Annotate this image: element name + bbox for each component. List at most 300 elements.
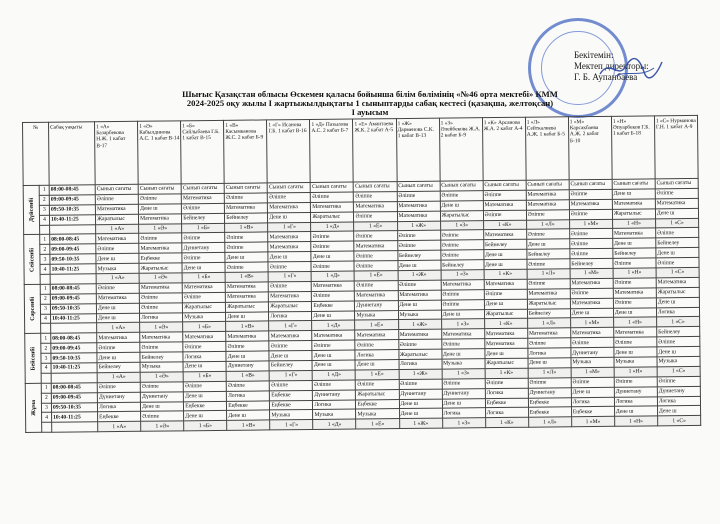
subject-cell: Әліппе	[354, 251, 397, 261]
class-label: 1 «Ә»	[141, 421, 184, 431]
day-name-cell	[23, 185, 40, 235]
subject-cell: Әліппе	[354, 261, 397, 271]
subject-cell: Әліппе	[270, 380, 313, 390]
class-label: 1 «Н»	[613, 317, 656, 327]
class-label: 1 «К»	[483, 220, 526, 230]
subject-cell: Еңбекке	[270, 390, 313, 400]
subject-cell: Математика	[269, 291, 312, 301]
class-label: 1 «Д»	[313, 419, 356, 429]
subject-cell: Математика	[355, 330, 398, 340]
subject-cell: Математика	[614, 327, 657, 337]
class-label: 1 «А»	[97, 323, 140, 333]
lesson-time: 08:00-08:45	[51, 333, 97, 343]
subject-cell: Математика	[483, 200, 526, 210]
header-class: 1 «Б» Сайлыбаева Г.Б. 1 кабат В-15	[181, 120, 225, 183]
subject-cell: Әліппе	[398, 280, 441, 290]
subject-cell: Жаратылыс	[656, 287, 699, 297]
subject-cell: Әліппе	[225, 232, 268, 242]
subject-cell: Музыка	[140, 362, 183, 372]
class-label: 1 «Ә»	[140, 372, 183, 382]
subject-cell: Математика	[397, 201, 440, 211]
class-label-blank	[51, 323, 97, 333]
subject-cell: Жаратылыс	[612, 209, 655, 219]
subject-cell: Әліппе	[269, 341, 312, 351]
lesson-number: 1	[41, 334, 51, 344]
subject-cell: Математика	[569, 199, 612, 209]
subject-cell: Әліппе	[483, 190, 526, 200]
subject-cell: Сынып сағаты	[655, 178, 698, 188]
lesson-time: 08:00-08:45	[50, 284, 96, 294]
header-class: 1 «З» Әлейбекова Ж.А. 2 кабат Б-9	[439, 118, 483, 181]
subject-cell: Әліппе	[657, 376, 700, 386]
subject-cell: Бейнелеу	[140, 352, 183, 362]
subject-cell: Математика	[484, 279, 527, 289]
class-label: 1 «В»	[226, 371, 269, 381]
class-label: 1 «С»	[657, 366, 700, 376]
subject-cell: Дене ш	[484, 259, 527, 269]
subject-cell: Әліппе	[655, 188, 698, 198]
subject-cell: Математика	[655, 198, 698, 208]
subject-cell: Әліппе	[268, 262, 311, 272]
subject-cell: Әліппе	[226, 341, 269, 351]
subject-cell: Әліппе	[140, 303, 183, 313]
class-label: 1 «К»	[484, 319, 527, 329]
subject-cell: Әліппе	[225, 262, 268, 272]
subject-cell: Әліппе	[139, 293, 182, 303]
header-class: 1 «Г» Исанова Г.Б. 1 кабат В-16	[267, 119, 311, 182]
approval-line-2: Мектеп директоры:	[574, 61, 649, 71]
subject-cell: Дене ш	[268, 212, 311, 222]
class-label: 1 «В»	[226, 321, 269, 331]
subject-cell: Дене ш	[268, 252, 311, 262]
subject-cell: Математика	[355, 290, 398, 300]
subject-cell: Музыка	[398, 310, 441, 320]
class-label: 1 «Г»	[270, 420, 313, 430]
subject-cell: Дене ш	[398, 300, 441, 310]
subject-cell: Әліппе	[183, 342, 226, 352]
subject-cell: Әліппе	[183, 381, 226, 391]
day-name-cell	[24, 235, 41, 285]
subject-cell: Дене ш	[656, 297, 699, 307]
subject-cell: Сынып сағаты	[440, 181, 483, 191]
subject-cell: Дене ш	[655, 208, 698, 218]
subject-cell: Әліппе	[526, 229, 569, 239]
class-label: 1 «В»	[225, 222, 268, 232]
subject-cell: Математика	[226, 292, 269, 302]
subject-cell: Дүниетану	[355, 300, 398, 310]
class-label: 1 «Н»	[614, 367, 657, 377]
subject-cell: Математика	[613, 288, 656, 298]
lesson-time: 10:40-11:25	[51, 363, 97, 373]
subject-cell: Әліппе	[570, 239, 613, 249]
subject-cell: Математика	[139, 243, 182, 253]
class-label: 1 «Ж»	[398, 320, 441, 330]
lesson-time: 09:00-09:45	[51, 343, 97, 353]
class-label: 1 «Г»	[269, 370, 312, 380]
class-label: 1 «Ә»	[139, 273, 182, 283]
subject-cell: Еңбекке	[528, 397, 571, 407]
subject-cell: Сынып сағаты	[612, 179, 655, 189]
subject-cell: Әліппе	[483, 210, 526, 220]
subject-cell: Дене ш	[657, 406, 700, 416]
subject-cell: Математика	[139, 214, 182, 224]
subject-cell: Дене ш	[269, 351, 312, 361]
lesson-time: 10:40-11:25	[52, 412, 98, 422]
subject-cell: Логика	[98, 402, 141, 412]
class-label: 1 «К»	[484, 269, 527, 279]
subject-cell: Сынып сағаты	[397, 181, 440, 191]
day-name-cell	[24, 284, 41, 334]
subject-cell: Жаратылыс	[440, 210, 483, 220]
subject-cell: Музыка	[270, 410, 313, 420]
class-label: 1 «Д»	[311, 222, 354, 232]
subject-cell: Әліппе	[397, 240, 440, 250]
lesson-time: 08:00-08:45	[49, 185, 95, 195]
subject-cell: Дүниетану	[97, 392, 140, 402]
subject-cell: Дүниетану	[399, 389, 442, 399]
class-label: 1 «М»	[570, 268, 613, 278]
header-class: 1 «Е» Амантаева Ж.К. 2 кабат А-5	[353, 119, 397, 182]
lesson-time: 08:00-08:45	[51, 383, 97, 393]
class-label: 1 «М»	[569, 219, 612, 229]
subject-cell: Дене ш	[227, 410, 270, 420]
subject-cell: Бейнелеу	[269, 361, 312, 371]
subject-cell: Жаратылыс	[269, 301, 312, 311]
class-label-blank	[50, 274, 96, 284]
subject-cell: Дене ш	[614, 406, 657, 416]
lesson-number: 2	[41, 393, 51, 403]
subject-cell: Математика	[182, 282, 225, 292]
day-name: Дүйсенбі	[28, 198, 35, 223]
class-label-blank	[50, 224, 96, 234]
subject-cell: Әліппе	[528, 378, 571, 388]
subject-cell: Дүниетану	[313, 390, 356, 400]
subject-cell: Дене ш	[440, 200, 483, 210]
subject-cell: Дене ш	[184, 391, 227, 401]
subject-cell: Математика	[183, 332, 226, 342]
subject-cell: Математика	[226, 331, 269, 341]
subject-cell: Дене ш	[441, 309, 484, 319]
class-label: 1 «З»	[441, 319, 484, 329]
class-label: 1 «Б»	[184, 421, 227, 431]
subject-cell: Әліппе	[569, 189, 612, 199]
header-class: 1 «В» Касымканова Ж.С. 2 кабат Б-9	[224, 120, 268, 183]
subject-cell: Жаратылыс	[139, 263, 182, 273]
subject-cell: Әліппе	[440, 240, 483, 250]
subject-cell: Математика	[225, 203, 268, 213]
subject-cell: Әліппе	[356, 379, 399, 389]
subject-cell: Математика	[483, 230, 526, 240]
subject-cell: Логика	[140, 312, 183, 322]
document-title-block	[150, 90, 590, 117]
subject-cell: Әліппе	[225, 193, 268, 203]
subject-cell: Логика	[313, 400, 356, 410]
subject-cell: Математика	[398, 290, 441, 300]
day-name: Сейсенбі	[28, 247, 36, 272]
subject-cell: Математика	[268, 232, 311, 242]
subject-cell: Математика	[311, 202, 354, 212]
subject-cell: Жаратылыс	[356, 389, 399, 399]
subject-cell: Әліппе	[527, 279, 570, 289]
subject-cell: Дене ш	[226, 351, 269, 361]
class-label-blank	[40, 274, 50, 284]
subject-cell: Дене ш	[571, 387, 614, 397]
subject-cell: Дене ш	[182, 263, 225, 273]
subject-cell: Сынып сағаты	[354, 182, 397, 192]
subject-cell: Еңбекке	[184, 401, 227, 411]
subject-cell: Әліппе	[182, 253, 225, 263]
header-class: 1 «Ә» Кабылдинова А.С. 1 кабат В-14	[138, 121, 182, 184]
class-label-blank	[41, 373, 51, 383]
subject-cell: Әліппе	[441, 339, 484, 349]
subject-cell: Математика	[225, 282, 268, 292]
subject-cell: Әліппе	[269, 281, 312, 291]
subject-cell: Әліппе	[355, 280, 398, 290]
subject-cell: Математика	[181, 193, 224, 203]
subject-cell: Әліппе	[398, 339, 441, 349]
lesson-number: 3	[41, 353, 51, 363]
subject-cell: Логика	[656, 307, 699, 317]
subject-cell: Дене ш	[183, 361, 226, 371]
subject-cell: Әліппе	[141, 411, 184, 421]
class-label: 1 «З»	[440, 220, 483, 230]
schedule-table-wrapper	[22, 115, 702, 524]
subject-cell: Дене ш	[97, 352, 140, 362]
subject-cell: Әліппе	[440, 250, 483, 260]
subject-cell: Дүниетану	[442, 388, 485, 398]
class-label: 1 «Е»	[356, 369, 399, 379]
subject-cell: Музыка	[96, 263, 139, 273]
subject-cell: Дене ш	[184, 411, 227, 421]
class-label: 1 «Г»	[268, 271, 311, 281]
subject-cell: Сынып сағаты	[311, 182, 354, 192]
lesson-number: 4	[39, 215, 49, 225]
subject-cell: Дене ш	[311, 251, 354, 261]
subject-cell: Бейнелеу	[97, 362, 140, 372]
subject-cell: Жаратылыс	[183, 302, 226, 312]
class-label: 1 «С»	[658, 416, 701, 426]
subject-cell: Дене ш	[96, 254, 139, 264]
subject-cell: Музыка	[442, 359, 485, 369]
subject-cell: Математика	[526, 200, 569, 210]
subject-cell: Жаратылыс	[527, 298, 570, 308]
subject-cell: Еңбекке	[139, 253, 182, 263]
lesson-time: 09:50-10:35	[51, 353, 97, 363]
class-label: 1 «С»	[655, 218, 698, 228]
class-label-blank	[51, 373, 97, 383]
subject-cell: Математика	[268, 242, 311, 252]
subject-cell: Логика	[442, 408, 485, 418]
subject-cell: Математика	[398, 329, 441, 339]
subject-cell: Еңбекке	[571, 407, 614, 417]
class-label: 1 «Б»	[182, 272, 225, 282]
subject-cell: Бейнелеу	[613, 248, 656, 258]
class-label: 1 «Д»	[313, 370, 356, 380]
subject-cell: Бейнелеу	[657, 327, 700, 337]
day-name-cell	[25, 383, 42, 433]
subject-cell: Әліппе	[140, 382, 183, 392]
lesson-time: 08:00-08:45	[50, 234, 96, 244]
subject-cell: Әліппе	[312, 340, 355, 350]
lesson-number: 3	[41, 403, 51, 413]
subject-cell: Әліппе	[139, 233, 182, 243]
subject-cell: Дене ш	[613, 307, 656, 317]
day-name: Жұма	[30, 399, 37, 416]
class-label: 1 «М»	[571, 417, 614, 427]
director-signature	[596, 56, 666, 82]
class-label: 1 «Ж»	[399, 418, 442, 428]
subject-cell: Дүниетану	[140, 392, 183, 402]
lesson-time: 09:50-10:35	[50, 254, 96, 264]
subject-cell: Дене ш	[355, 360, 398, 370]
lesson-time: 10:40-11:25	[50, 264, 96, 274]
subject-cell: Әліппе	[311, 192, 354, 202]
subject-cell: Дене ш	[484, 299, 527, 309]
lesson-number: 1	[40, 284, 50, 294]
subject-cell: Әліппе	[570, 288, 613, 298]
subject-cell: Әліппе	[613, 258, 656, 268]
lesson-number: 2	[39, 195, 49, 205]
subject-cell: Математика	[97, 333, 140, 343]
subject-cell: Дүниетану	[226, 361, 269, 371]
lesson-number: 1	[41, 383, 51, 393]
subject-cell: Әліппе	[354, 211, 397, 221]
subject-cell: Әліппе	[571, 377, 614, 387]
subject-cell: Әліппе	[399, 379, 442, 389]
subject-cell: Дене ш	[225, 252, 268, 262]
subject-cell: Дене ш	[312, 311, 355, 321]
class-label: 1 «Б»	[182, 223, 225, 233]
subject-cell: Дене ш	[612, 189, 655, 199]
subject-cell: Әліппе	[268, 192, 311, 202]
subject-cell: Әліппе	[354, 231, 397, 241]
class-label: 1 «С»	[656, 317, 699, 327]
subject-cell: Еңбекке	[227, 401, 270, 411]
subject-cell: Математика	[441, 280, 484, 290]
class-label: 1 «А»	[98, 422, 141, 432]
subject-cell: Сынып сағаты	[181, 183, 224, 193]
subject-cell: Математика	[354, 201, 397, 211]
header-class: 1 «Л» Сейткалиева А.Ж. 1 кабат Б-5	[525, 117, 569, 180]
class-label: 1 «М»	[570, 318, 613, 328]
subject-cell: Математика	[312, 330, 355, 340]
subject-cell: Математика	[140, 332, 183, 342]
subject-cell: Дене ш	[141, 401, 184, 411]
subject-cell: Әліппе	[440, 191, 483, 201]
subject-cell: Дене ш	[484, 249, 527, 259]
subject-cell: Әліппе	[95, 194, 138, 204]
subject-cell: Әліппе	[138, 194, 181, 204]
subject-cell: Музыка	[657, 356, 700, 366]
subject-cell: Әліппе	[311, 241, 354, 251]
lesson-time: 09:00-09:45	[51, 392, 97, 402]
subject-cell: Дене ш	[226, 312, 269, 322]
subject-cell: Логика	[528, 348, 571, 358]
header-class: 1 «М» Карсакбаева А.Ж. 2 кабат Б-10	[568, 116, 612, 179]
title-line-2: 2024-2025 оқу жылы І жартыжылдықтағы 1 сыныптарды сабақ кестесі (қазақша, желтоқсан)	[186, 99, 554, 108]
header-class: 1 «Н» Әпуарбеков Г.Б. 1 кабат Б-18	[611, 116, 655, 179]
class-label: 1 «А»	[96, 224, 139, 234]
subject-cell: Еңбекке	[485, 398, 528, 408]
lesson-number: 4	[41, 314, 51, 324]
subject-cell: Математика	[96, 234, 139, 244]
subject-cell: Математика	[139, 283, 182, 293]
lesson-number: 3	[40, 254, 50, 264]
subject-cell: Әліппе	[96, 283, 139, 293]
table-header-row	[23, 115, 699, 185]
subject-cell: Әліппе	[97, 343, 140, 353]
approval-line-1: Бекітемін:	[574, 50, 614, 60]
header-class: 1 «С» Нурманова Г.Н. 1 кабат А-9	[654, 115, 698, 178]
subject-cell: Логика	[355, 350, 398, 360]
subject-cell: Әліппе	[312, 291, 355, 301]
class-label: 1 «Г»	[269, 321, 312, 331]
subject-cell: Дене ш	[397, 260, 440, 270]
subject-cell: Математика	[96, 293, 139, 303]
lesson-time: 10:40-11:25	[49, 214, 95, 224]
subject-cell: Бейнелеу	[182, 213, 225, 223]
class-label: 1 «Л»	[528, 417, 571, 427]
header-class: 1 «Д» Пазылова А.С. 2 кабат Б-7	[310, 119, 354, 182]
subject-cell: Әліппе	[569, 229, 612, 239]
subject-cell: Әліппе	[484, 289, 527, 299]
subject-cell: Музыка	[355, 310, 398, 320]
class-label: 1 «Н»	[612, 218, 655, 228]
subject-cell: Математика	[612, 228, 655, 238]
lesson-number: 1	[39, 185, 49, 195]
subject-cell: Сынып сағаты	[138, 184, 181, 194]
subject-cell: Әліппе	[311, 261, 354, 271]
subject-cell: Жаратылыс	[485, 358, 528, 368]
subject-cell: Музыка	[571, 357, 614, 367]
subject-cell: Сынып сағаты	[95, 184, 138, 194]
subject-cell: Дене ш	[312, 350, 355, 360]
lesson-number: 4	[41, 363, 51, 373]
subject-cell: Әліппе	[613, 278, 656, 288]
subject-cell: Математика	[354, 241, 397, 251]
subject-cell: Дене ш	[139, 204, 182, 214]
day-name-cell	[25, 334, 42, 384]
subject-cell: Логика	[399, 359, 442, 369]
subject-cell: Математика	[570, 298, 613, 308]
subject-cell: Математика	[656, 277, 699, 287]
subject-cell: Математика	[312, 281, 355, 291]
class-label: 1 «Е»	[356, 419, 399, 429]
subject-cell: Әліппе	[613, 298, 656, 308]
lesson-time: 09:50-10:35	[49, 205, 95, 215]
subject-cell: Математика	[570, 278, 613, 288]
subject-cell: Әліппе	[571, 338, 614, 348]
subject-cell: Математика	[484, 329, 527, 339]
subject-cell: Сынып сағаты	[569, 179, 612, 189]
subject-cell: Дүниетану	[614, 387, 657, 397]
subject-cell: Әліппе	[311, 231, 354, 241]
subject-cell: Әліппе	[569, 209, 612, 219]
class-label: 1 «К»	[485, 368, 528, 378]
class-label: 1 «Ә»	[140, 322, 183, 332]
subject-cell: Математика	[268, 202, 311, 212]
subject-cell: Әліппе	[527, 259, 570, 269]
subject-cell: Әліппе	[140, 342, 183, 352]
class-label: 1 «Е»	[355, 271, 398, 281]
subject-cell: Музыка	[183, 312, 226, 322]
subject-cell: Әліппе	[440, 230, 483, 240]
subject-cell: Дене ш	[441, 349, 484, 359]
subject-cell: Логика	[657, 396, 700, 406]
class-label: 1 «Н»	[614, 416, 657, 426]
subject-cell: Дене ш	[442, 398, 485, 408]
subject-cell: Математика	[95, 204, 138, 214]
